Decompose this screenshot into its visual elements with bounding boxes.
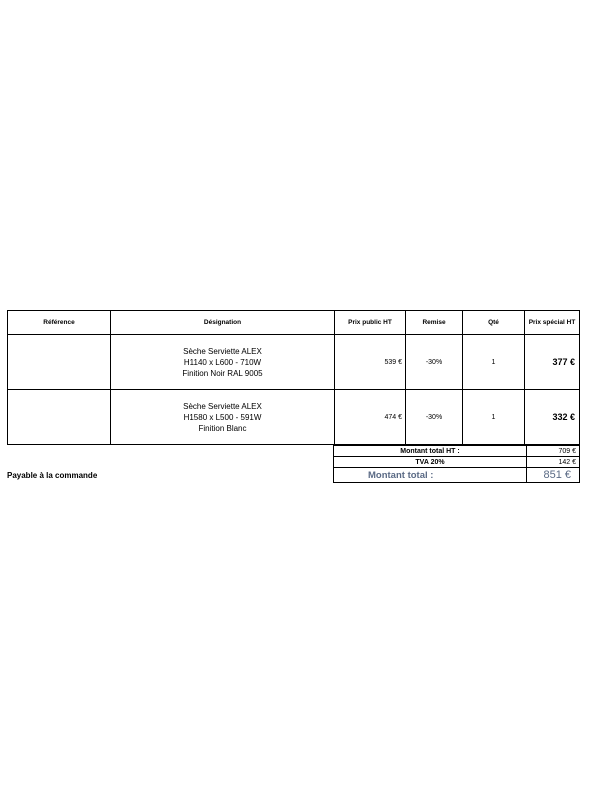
tax-value: 142 €: [527, 457, 580, 468]
tax-label: TVA 20%: [334, 457, 527, 468]
designation-line: Finition Noir RAL 9005: [182, 368, 263, 378]
designation-line: H1140 x L600 - 710W: [183, 357, 262, 367]
cell-special-price: 377 €: [525, 335, 580, 390]
totals-table: [333, 445, 580, 483]
header-reference: Référence: [8, 311, 111, 335]
grand-total-row: [334, 468, 580, 483]
table-row: [8, 335, 580, 390]
designation-line: Sèche Serviette ALEX: [183, 346, 262, 356]
subtotal-row: [334, 446, 580, 457]
designation-line: Finition Blanc: [198, 423, 247, 433]
cell-qty: 1: [463, 390, 525, 445]
payment-note: Payable à la commande: [7, 471, 98, 480]
table-header-row: [8, 311, 580, 335]
header-discount: Remise: [406, 311, 463, 335]
cell-public-price: 539 €: [335, 335, 406, 390]
grand-total-value: 851 €: [527, 468, 580, 483]
tax-row: [334, 457, 580, 468]
cell-discount: -30%: [406, 335, 463, 390]
cell-reference: [8, 335, 111, 390]
cell-designation: [111, 390, 335, 445]
cell-designation: [111, 335, 335, 390]
header-public-price: Prix public HT: [335, 311, 406, 335]
cell-public-price: 474 €: [335, 390, 406, 445]
cell-discount: -30%: [406, 390, 463, 445]
table-row: [8, 390, 580, 445]
header-designation: Désignation: [111, 311, 335, 335]
designation-line: Sèche Serviette ALEX: [183, 401, 262, 411]
subtotal-label: Montant total HT :: [334, 446, 527, 457]
quote-table: [7, 310, 580, 445]
cell-reference: [8, 390, 111, 445]
cell-special-price: 332 €: [525, 390, 580, 445]
header-qty: Qté: [463, 311, 525, 335]
cell-qty: 1: [463, 335, 525, 390]
header-special-price: Prix spécial HT: [525, 311, 580, 335]
grand-total-label: Montant total :: [334, 468, 527, 483]
designation-line: H1580 x L500 - 591W: [183, 412, 262, 422]
subtotal-value: 709 €: [527, 446, 580, 457]
